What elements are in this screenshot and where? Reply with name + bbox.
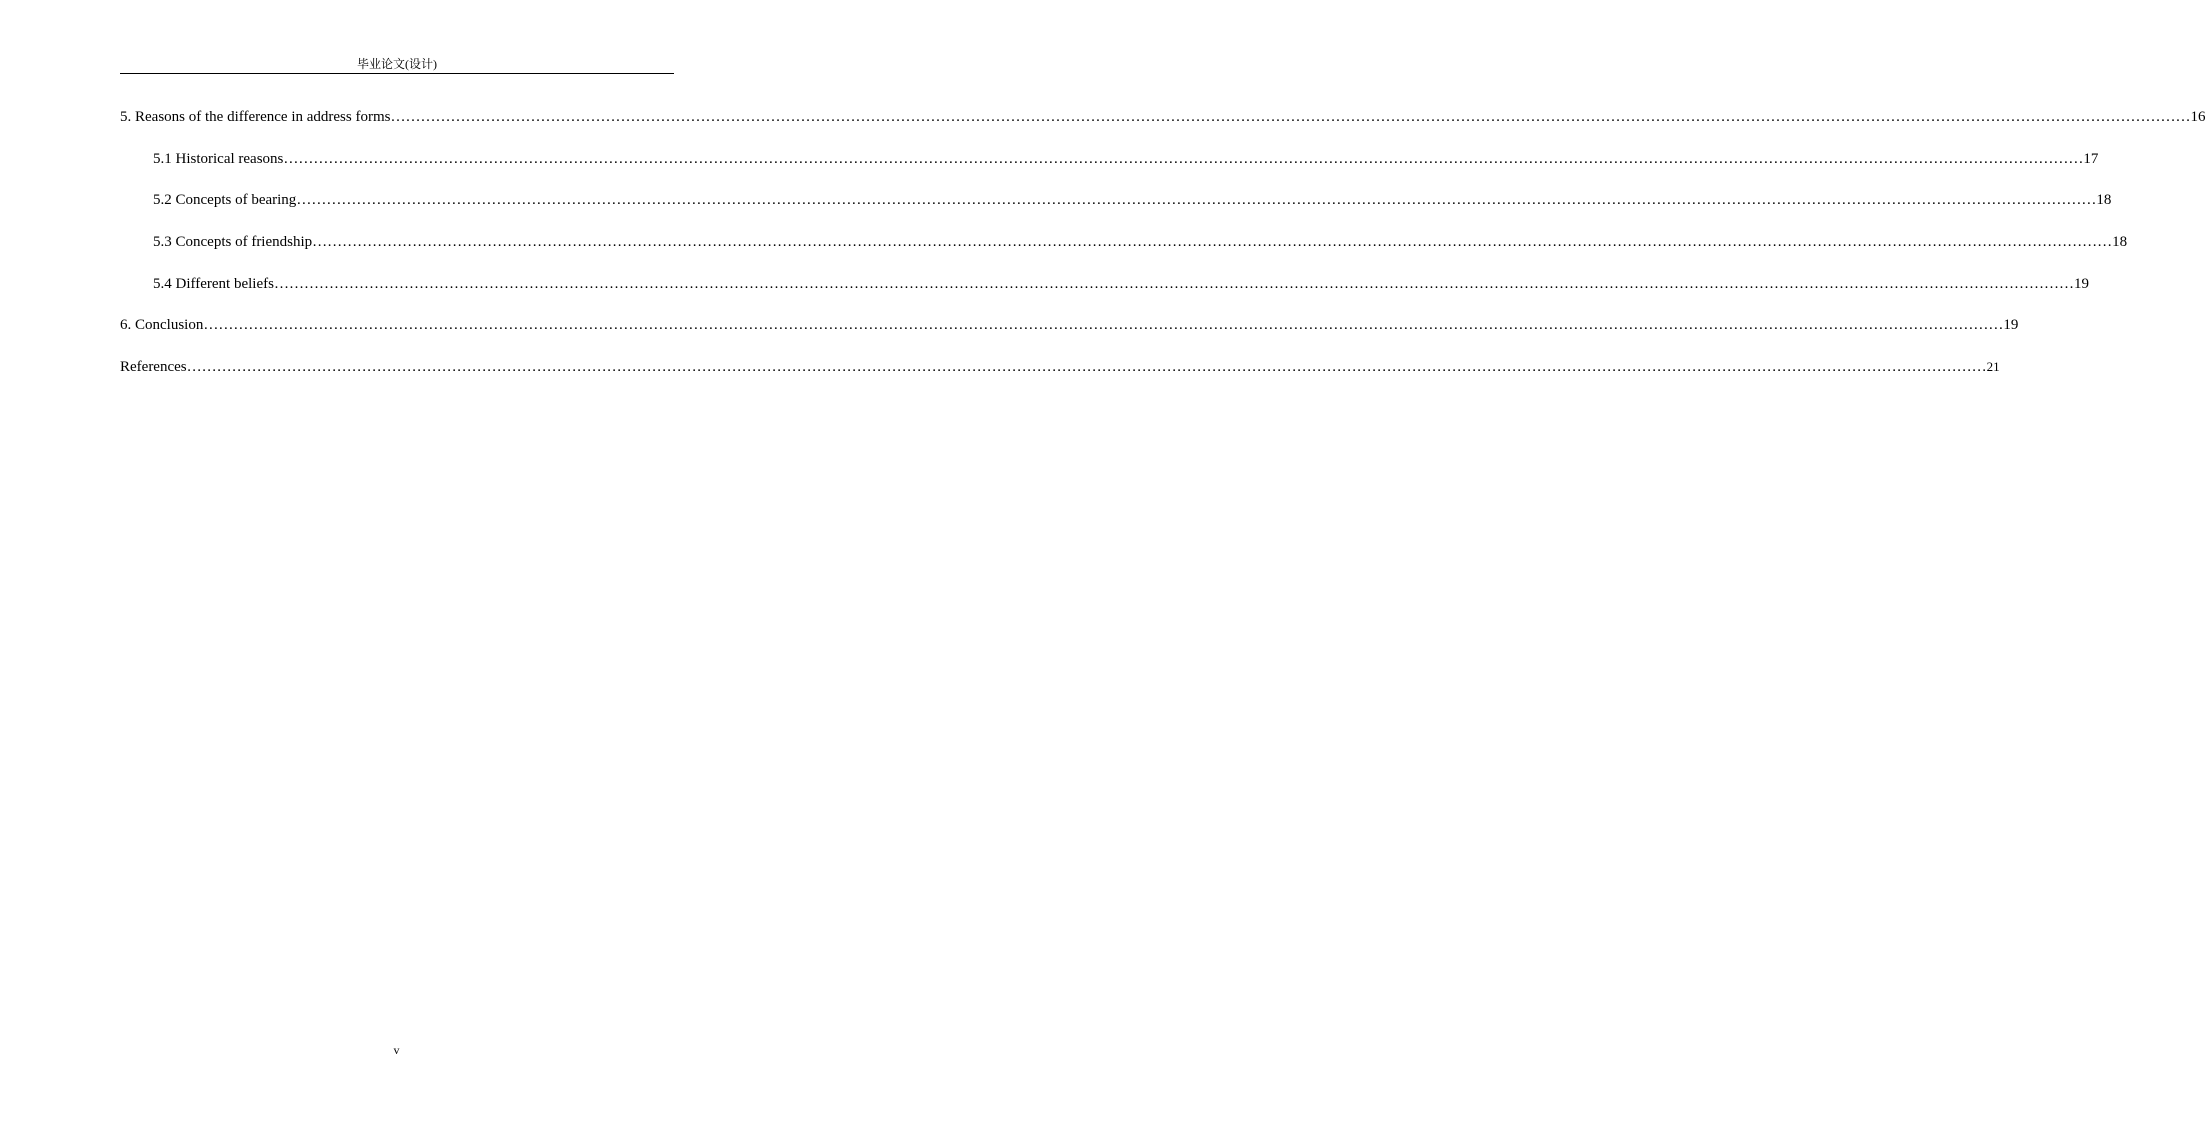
page-number: v <box>393 1043 400 1057</box>
toc-entry-concepts-of-bearing[interactable] <box>120 190 2112 232</box>
toc-entry-title: 6. Conclusion <box>120 317 204 334</box>
page-header: 毕业论文(设计) <box>357 57 437 71</box>
toc-leader: ……………………………………………………………………………………………………………………………………………………………………………………………………………………………………………………………………………………………………………………………… <box>283 150 2084 167</box>
toc-entry-title: 5.3 Concepts of friendship <box>153 234 313 251</box>
toc-leader: ……………………………………………………………………………………………………………………………………………………………………………………………………………………………………………………………………………………………………………………………… <box>312 234 2113 251</box>
toc-entry-page: 18 <box>2096 192 2112 209</box>
toc-leader: ……………………………………………………………………………………………………………………………………………………………………………………………………………………………………………………………………………………………………………………………… <box>296 192 2097 209</box>
toc-entry-title: 5. Reasons of the difference in address forms <box>120 109 391 125</box>
toc-entry-reasons[interactable] <box>120 107 2205 149</box>
header-rule <box>120 73 674 74</box>
toc-leader: ……………………………………………………………………………………………………………………………………………………………………………………………………………………………………………………………………………………………………………………………… <box>390 109 2191 125</box>
toc-entry-title: 5.2 Concepts of bearing <box>153 192 297 209</box>
toc-leader: ……………………………………………………………………………………………………………………………………………………………………………………………………………………………………………………………………………………………………………………………… <box>186 359 1987 376</box>
toc-entry-title: 5.1 Historical reasons <box>153 150 284 167</box>
toc-leader: ……………………………………………………………………………………………………………………………………………………………………………………………………………………………………………………………………………………………………………………………… <box>273 275 2074 292</box>
toc-entry-page: 18 <box>2112 234 2128 251</box>
toc-entry-page: 17 <box>2083 150 2099 167</box>
toc-entry-historical-reasons[interactable] <box>120 149 2099 191</box>
toc-entry-different-beliefs[interactable] <box>120 274 2089 316</box>
toc-entry-page: 16 <box>2190 109 2205 125</box>
toc-entry-title: 5.4 Different beliefs <box>153 275 274 292</box>
toc-entry-title: References <box>120 359 187 376</box>
toc-entry-page: 19 <box>2003 317 2019 334</box>
toc-entry-conclusion[interactable] <box>120 315 2019 357</box>
toc-leader: ……………………………………………………………………………………………………………………………………………………………………………………………………………………………………………………………………………………………………………………………… <box>203 317 2004 334</box>
toc-entry-page: 21 <box>1986 359 2000 375</box>
toc-entry-references[interactable] <box>120 357 2000 399</box>
toc-entry-page: 19 <box>2073 275 2089 292</box>
toc-entry-concepts-of-friendship[interactable] <box>120 232 2128 274</box>
table-of-contents <box>120 107 2205 399</box>
